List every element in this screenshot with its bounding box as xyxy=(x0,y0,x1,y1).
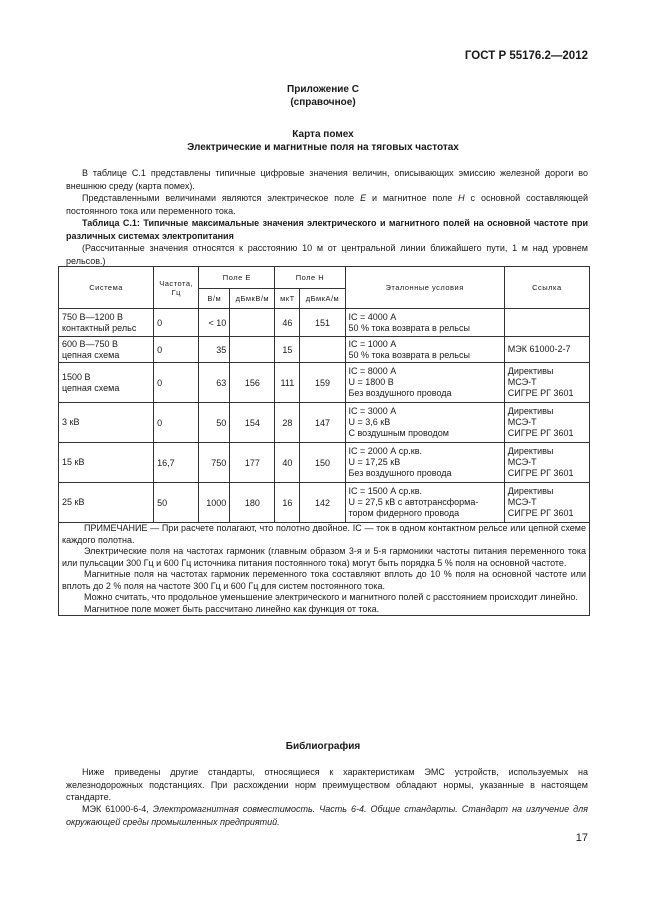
system-cell xyxy=(59,363,154,403)
header-system: Система xyxy=(59,267,154,309)
h2-cell: 150 xyxy=(300,443,345,483)
system-line: 1500 В xyxy=(62,371,91,382)
e2-cell xyxy=(230,337,275,363)
table-row xyxy=(59,483,590,523)
header-field-h: Поле H xyxy=(275,267,345,289)
e2-cell: 177 xyxy=(230,443,275,483)
ref-line: МСЭ-Т xyxy=(507,497,537,507)
freq-cell: 0 xyxy=(154,337,199,363)
cond-line: Без воздушного провода xyxy=(348,388,452,398)
h1-cell: 16 xyxy=(275,483,300,523)
ref-cell xyxy=(504,443,589,483)
cond-line: 50 % тока возврата в рельсы xyxy=(348,322,470,333)
symbol-e: E xyxy=(360,193,367,203)
intro-text-b: и магнитное поле xyxy=(366,193,459,203)
bibliography-paragraph: Ниже приведены другие стандарты, относящиеся к характеристикам ЭМС устройств, используемых на железнодорожных подстанциях. При расхождении норм преимуществом обладают нормы, указанные в настоящем стандарте. xyxy=(66,767,588,802)
h2-cell: 147 xyxy=(300,403,345,443)
h1-cell: 40 xyxy=(275,443,300,483)
system-cell xyxy=(59,309,154,337)
header-h-unit-2: дБмкА/м xyxy=(300,289,345,309)
e1-cell: < 10 xyxy=(199,309,230,337)
note-5: Магнитное поле может быть рассчитано линейно как функция от тока. xyxy=(84,603,380,614)
header-h-unit-1: мкТ xyxy=(275,289,300,309)
reference-title: Электромагнитная совместимость. Часть 6-4. Общие стандарты. Стандарт на излучение для окружающей среды промышленных предприятий. xyxy=(66,804,588,827)
header-e-unit-1: В/м xyxy=(199,289,230,309)
system-line: цепная схема xyxy=(62,382,120,393)
cond-line: Без воздушного провода xyxy=(348,468,452,478)
page-number: 17 xyxy=(575,832,588,844)
intro-text-c: с основной составляющей постоянного тока или переменного тока. xyxy=(66,193,589,216)
cond-cell xyxy=(345,363,504,403)
cond-line: IC = 1500 А ср.кв. xyxy=(348,486,423,496)
h2-cell: 159 xyxy=(300,363,345,403)
system-line: 750 В—1200 В xyxy=(62,311,124,322)
system-line: контактный рельс xyxy=(62,322,137,333)
freq-cell: 50 xyxy=(154,483,199,523)
e1-cell: 63 xyxy=(199,363,230,403)
ref-line: Директивы xyxy=(507,366,554,376)
bibliography-reference xyxy=(66,803,588,828)
header-e-unit-2: дБмкВ/м xyxy=(230,289,275,309)
table-notes xyxy=(59,523,590,616)
section-title: Карта помех xyxy=(292,129,354,140)
ref-line: СИГРЕ РГ 3601 xyxy=(507,388,574,398)
system-cell xyxy=(59,403,154,443)
cond-line: U = 17,25 кВ xyxy=(348,457,401,467)
cond-cell xyxy=(345,309,504,337)
cond-line: IC = 2000 А ср.кв. xyxy=(348,446,423,456)
e1-cell: 750 xyxy=(199,443,230,483)
ref-line: СИГРЕ РГ 3601 xyxy=(507,428,574,438)
standard-number: ГОСТ Р 55176.2—2012 xyxy=(464,50,588,62)
h2-cell: 151 xyxy=(300,309,345,337)
h1-cell: 15 xyxy=(275,337,300,363)
ref-line: Директивы xyxy=(507,406,554,416)
system-cell xyxy=(59,443,154,483)
emission-table xyxy=(58,266,590,616)
symbol-h: H xyxy=(458,193,465,203)
cond-cell xyxy=(345,337,504,363)
freq-cell: 0 xyxy=(154,309,199,337)
e1-cell: 1000 xyxy=(199,483,230,523)
ref-line: Директивы xyxy=(507,446,554,456)
cond-line: IC = 1000 А xyxy=(348,338,397,349)
freq-cell: 0 xyxy=(154,403,199,443)
h1-cell: 111 xyxy=(275,363,300,403)
e2-cell xyxy=(230,309,275,337)
appendix-subtitle: (справочное) xyxy=(290,97,356,108)
header-conditions: Эталонные условия xyxy=(345,267,504,309)
cond-line: С воздушным проводом xyxy=(348,428,449,438)
system-cell xyxy=(59,337,154,363)
system-line: 25 кВ xyxy=(62,497,85,507)
intro-paragraph-2 xyxy=(66,192,588,217)
system-line: 600 В—750 В xyxy=(62,338,119,349)
ref-line: Директивы xyxy=(507,486,554,496)
bibliography-title: Библиография xyxy=(285,741,361,752)
note-2: Электрические поля на частотах гармоник (главным образом 3-я и 5-я гармоники частоты питания переменного тока или пульсации 300 Гц и 600 Гц источника питания постоянного тока) могут быть порядка 5 % поля на основной частоте. xyxy=(62,546,586,568)
h2-cell: 142 xyxy=(300,483,345,523)
cond-line: U = 3,6 кВ xyxy=(348,417,391,427)
table-note-above: (Рассчитанные значения относятся к расстоянию 10 м от центральной линии ближайшего пути, 1 м над уровнем рельсов.) xyxy=(66,243,588,266)
cond-line: IC = 3000 А xyxy=(348,406,397,416)
ref-cell xyxy=(504,403,589,443)
header-frequency: Частота, Гц xyxy=(154,267,199,309)
cond-cell xyxy=(345,403,504,443)
ref-cell xyxy=(504,363,589,403)
system-line: 15 кВ xyxy=(62,457,85,467)
appendix-title: Приложение С xyxy=(287,84,359,95)
ref-cell xyxy=(504,309,589,337)
header-field-e: Поле E xyxy=(199,267,275,289)
cond-line: IC = 4000 А xyxy=(348,311,397,322)
ref-line: МЭК 61000-2-7 xyxy=(507,344,571,354)
table-caption: Таблица С.1: Типичные максимальные значения электрического и магнитного полей на основной частоте при различных системах электропитания xyxy=(66,218,588,241)
table-row xyxy=(59,337,590,363)
e2-cell: 154 xyxy=(230,403,275,443)
cond-cell xyxy=(345,443,504,483)
freq-cell: 16,7 xyxy=(154,443,199,483)
ref-line: МСЭ-Т xyxy=(507,417,537,427)
ref-cell xyxy=(504,337,589,363)
e1-cell: 50 xyxy=(199,403,230,443)
h2-cell xyxy=(300,337,345,363)
freq-cell: 0 xyxy=(154,363,199,403)
table-row xyxy=(59,309,590,337)
cond-line: U = 27,5 кВ с автотрансформа- xyxy=(348,497,479,507)
ref-line: СИГРЕ РГ 3601 xyxy=(507,468,574,478)
note-4: Можно считать, что продольное уменьшение электрического и магнитного полей с расстоянием происходит линейно. xyxy=(84,592,578,602)
cond-line: 50 % тока возврата в рельсы xyxy=(348,349,470,360)
system-cell xyxy=(59,483,154,523)
cond-cell xyxy=(345,483,504,523)
e2-cell: 156 xyxy=(230,363,275,403)
intro-paragraph-1: В таблице С.1 представлены типичные цифровые значения величин, описывающих эмиссию железной дороги во внешнюю среду (карта помех). xyxy=(66,168,588,191)
cond-line: U = 1800 В xyxy=(348,377,394,387)
ref-line: СИГРЕ РГ 3601 xyxy=(507,508,574,518)
table-row xyxy=(59,363,590,403)
section-subtitle: Электрические и магнитные поля на тяговых частотах xyxy=(187,142,459,153)
ref-cell xyxy=(504,483,589,523)
note-1: ПРИМЕЧАНИЕ — При расчете полагают, что полотно двойное. IC — ток в одном контактном рельсе или цепной схеме каждого полотна. xyxy=(62,523,586,545)
intro-text-a: Представленными величинами являются электрическое поле xyxy=(82,193,361,203)
header-reference: Ссылка xyxy=(504,267,589,309)
e2-cell: 180 xyxy=(230,483,275,523)
system-line: цепная схема xyxy=(62,349,120,360)
ref-line: МСЭ-Т xyxy=(507,377,537,387)
system-line: 3 кВ xyxy=(62,417,80,427)
h1-cell: 28 xyxy=(275,403,300,443)
cond-line: тором фидерного провода xyxy=(348,508,460,518)
reference-code: МЭК 61000-6-4, xyxy=(82,804,153,814)
h1-cell: 46 xyxy=(275,309,300,337)
cond-line: IC = 8000 А xyxy=(348,366,397,376)
table-row xyxy=(59,403,590,443)
note-3: Магнитные поля на частотах гармоник переменного тока составляют вплоть до 10 % поля на основной частоте или вплоть до 2 % поля на частоте 300 Гц и 600 Гц для систем постоянного тока. xyxy=(62,569,586,591)
table-row xyxy=(59,443,590,483)
ref-line: МСЭ-Т xyxy=(507,457,537,467)
e1-cell: 35 xyxy=(199,337,230,363)
